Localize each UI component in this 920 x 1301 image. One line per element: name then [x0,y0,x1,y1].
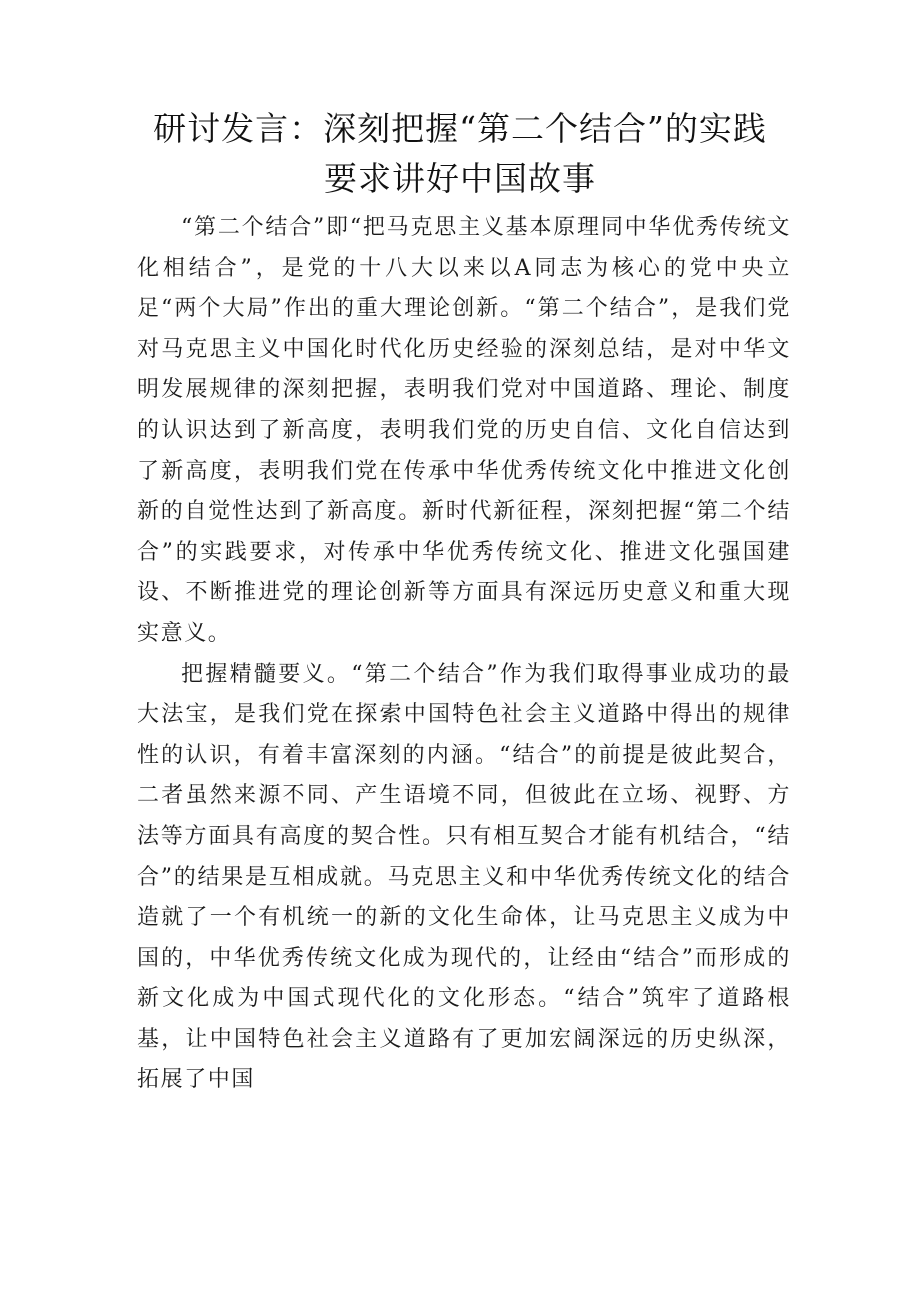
paragraph-1: “第二个结合”即“把马克思主义基本原理同中华优秀传统文化相结合”，是党的十八大以来以A同志为核心的党中央立足“两个大局”作出的重大理论创新。“第二个结合”，是我们党对马克思主义中国化时代化历史经验的深刻总结，是对中华文明发展规律的深刻把握，表明我们党对中国道路、理论、制度的认识达到了新高度，表明我们党的历史自信、文化自信达到了新高度，表明我们党在传承中华优秀传统文化中推进文化创新的自觉性达到了新高度。新时代新征程，深刻把握“第二个结合”的实践要求，对传承中华优秀传统文化、推进文化强国建设、不断推进党的理论创新等方面具有深远历史意义和重大现实意义。 [137,215,791,646]
title-line-2: 要求讲好中国故事 [324,159,596,198]
title-line-1: 研讨发言：深刻把握“第二个结合”的实践 [153,109,767,148]
document-title [120,104,800,204]
paragraph-2: 把握精髓要义。“第二个结合”作为我们取得事业成功的最大法宝，是我们党在探索中国特色社会主义道路中得出的规律性的认识，有着丰富深刻的内涵。“结合”的前提是彼此契合，二者虽然来源不同、产生语境不同，但彼此在立场、视野、方法等方面具有高度的契合性。只有相互契合才能有机结合，“结合”的结果是互相成就。马克思主义和中华优秀传统文化的结合造就了一个有机统一的新的文化生命体，让马克思主义成为中国的，中华优秀传统文化成为现代的，让经由“结合”而形成的新文化成为中国式现代化的文化形态。“结合”筑牢了道路根基，让中国特色社会主义道路有了更加宏阔深远的历史纵深，拓展了中国 [137,661,791,1093]
document-body [137,208,791,1101]
